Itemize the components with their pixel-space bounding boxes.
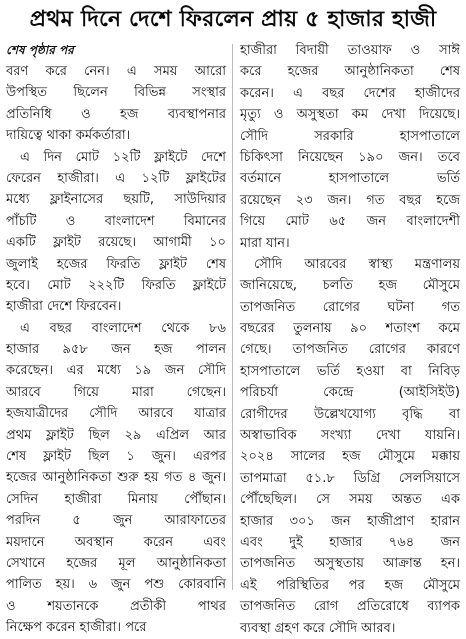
article-text-line: হজযাত্রীদের সৌদি আরবে যাত্রার: [6, 406, 226, 422]
article-text-line: ব্যবস্থা গ্রহণ করে সৌদি আরব।: [240, 620, 396, 636]
article-text-line: তাপজনিত রোগ প্রতিরোধে ব্যাপক: [240, 599, 460, 615]
article-text-line: পৌঁছেছিল। সে সময় অন্তত এক: [240, 492, 460, 508]
continued-from-label: শেষ পৃষ্ঠার পর: [6, 43, 74, 57]
article-text-line: পাঁচটি ও বাংলাদেশ বিমানের: [6, 213, 226, 229]
article-text-line: প্রতিনিধি ও হজ ব্যবস্থাপনার: [6, 106, 226, 122]
article-text-line: সেখানে হজের মূল আনুষ্ঠানিকতা: [6, 555, 226, 571]
article-text-line: বরণ করে নেন। এ সময় আরো: [6, 64, 226, 79]
left-column-body: [6, 61, 226, 639]
article-text-line: হাজীরা বিদায়ী তাওয়াফ ও সাঈ: [240, 43, 460, 58]
article-text-line: হজের আনুষ্ঠানিকতা শুরু হয় গত ৪ জুন।: [6, 470, 226, 486]
article-text-line: চিকিৎসা নিয়েছেন ১৯০ জন। তবে: [240, 149, 460, 165]
article-text-line: পরদিন ৫ জুন আরাফাতের: [6, 513, 226, 529]
article-text-line: সেদিন হাজীরা মিনায় পৌঁছান।: [6, 491, 226, 507]
article-text-line: গিয়ে মোট ৬৫ জন বাংলাদেশী: [240, 214, 460, 230]
article-text-line: বর্তমানে হাসপাতালে ভর্তি: [240, 171, 460, 187]
article-text-line: নিক্ষেপ করেন হাজীরা। পরে: [6, 620, 147, 636]
article-text-line: পালিত হয়। ৬ জুন পশু কোরবানি: [6, 577, 226, 593]
article-text-line: সৌদি সরকারি হাসপাতালে: [240, 128, 460, 144]
right-column-body: [240, 40, 460, 639]
article-text-line: প্রথম ফ্লাইট ছিল ২৯ এপ্রিল আর: [6, 427, 226, 443]
article-text-line: করেছেন। এর মধ্যে ১৯ জন সৌদি: [6, 363, 226, 379]
article-text-line: গেছে। তাপজনিত রোগের কারণে: [240, 342, 460, 358]
article-text-line: ও শয়তানকে প্রতীকী পাথর: [6, 598, 226, 614]
article-text-line: রোগীদের উল্লেখযোগ্য বৃদ্ধি বা: [240, 406, 460, 422]
article-text-line: রয়েছেন ২৩ জন। গত বছর হজে: [240, 192, 460, 208]
article-text-line: হবে। মোট ২২২টি ফিরতি ফ্লাইটে: [6, 277, 226, 293]
article-text-line: এই পরিস্থিতির পর হজ মৌসুমে: [240, 577, 460, 593]
article-text-line: একটি ফ্লাইট রয়েছে। আগামী ১০: [6, 235, 226, 251]
article-text-line: জানিয়েছে, চলতি হজ মৌসুমে: [240, 278, 460, 294]
article-text-line: এবং দুই হাজার ৭৬৪ জন: [240, 534, 460, 550]
article-text-line: অস্বাভাবিক সংখ্যা দেখা যায়নি।: [240, 428, 460, 444]
article-text-line: হাজীরা দেশে ফিরবেন।: [6, 299, 122, 315]
article-text-line: বছরের তুলনায় ৯০ শতাংশ কমে: [240, 321, 460, 337]
article-text-line: ২০২৪ সালের হজ মৌসুমে মক্কায়: [240, 449, 460, 465]
article-text-line: উপস্থিত ছিলেন বিভিন্ন সংস্থার: [6, 85, 226, 101]
article-text-line: তাপজনিত রোগের ঘটনা গত: [240, 299, 460, 315]
article-text-line: মধ্যে ফ্লাইনাসের ছয়টি, সাউদিয়ার: [6, 192, 226, 208]
article-text-line: আরবে গিয়ে মারা গেছেন।: [6, 384, 226, 400]
article-text-line: করে হজের আনুষ্ঠানিকতা শেষ: [240, 64, 460, 80]
article-text-line: তাপমাত্রা ৫১.৮ ডিগ্রি সেলসিয়াসে: [240, 470, 460, 486]
article-text-line: এ বছর বাংলাদেশ থেকে ৮৬: [20, 320, 226, 336]
left-column: [6, 40, 226, 636]
article-text-line: জুলাই হজের ফিরতি ফ্লাইট শেষ: [6, 256, 226, 272]
article-text-line: পরিচর্যা কেন্দ্রে (আইসিইউ): [240, 385, 460, 401]
article-text-line: হাজার ৯৫৮ জন হজ পালন: [6, 342, 226, 358]
article-text-line: হাজার ৩০১ জন হাজীপ্রাণ হারান: [240, 513, 460, 529]
article-text-line: মৃত্যু ও অসুস্থতা কম দেখা দিয়েছে।: [240, 107, 460, 123]
article-text-line: ময়দানে অবস্থান করেন এবং: [6, 534, 226, 550]
article-text-line: সৌদি আরবের স্বাস্থ্য মন্ত্রণালয়: [254, 256, 460, 272]
article-text-line: দায়িত্বে থাকা কর্মকর্তারা।: [6, 128, 131, 144]
column-divider: [232, 44, 233, 590]
article-text-line: করেন। এ বছর দেশের হাজীদের: [240, 85, 460, 101]
article-text-line: তাপজনিত অসুস্থতায় আক্রান্ত হন।: [240, 556, 460, 572]
article-text-line: এ দিন মোট ১২টি ফ্লাইটে দেশে: [20, 149, 226, 165]
article-headline: প্রথম দিনে দেশে ফিরলেন প্রায় ৫ হাজার হাজী: [29, 7, 437, 32]
right-column: [240, 40, 460, 636]
article-text-line: মারা যান।: [240, 235, 290, 251]
article-text-line: হাসপাতালে ভর্তি হওয়া বা নিবিড়: [240, 363, 460, 379]
article-text-line: শেষ ফ্লাইট ছিল ১ জুন। এরপর: [6, 449, 226, 465]
article-text-line: ফেরেন হাজীরা। এ ১২টি ফ্লাইটের: [6, 170, 226, 186]
